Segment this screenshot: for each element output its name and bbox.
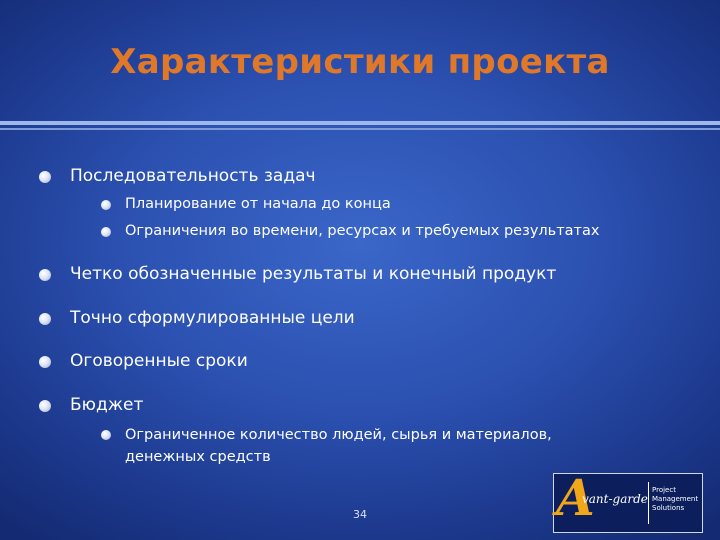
bullet-icon	[101, 430, 111, 440]
bullet-text: Бюджет	[70, 395, 144, 415]
bullet-item	[70, 395, 143, 415]
bullet-icon	[39, 313, 51, 325]
sub-bullet-text: Ограничения во времени, ресурсах и требуемых результатах	[125, 223, 600, 239]
logo-mark: A	[556, 468, 595, 527]
avant-garde-logo	[553, 468, 703, 533]
bullet-icon	[39, 356, 51, 368]
bullet-text: Точно сформулированные цели	[70, 308, 355, 328]
bullet-icon	[39, 171, 51, 183]
sub-bullet-text: Планирование от начала до конца	[125, 196, 391, 212]
page-number: 34	[353, 508, 367, 521]
logo-separator	[648, 482, 649, 524]
logo-tagline: Project Management Solutions	[652, 486, 699, 512]
sub-bullet-text: Ограниченное количество людей, сырья и материалов, денежных средств	[125, 427, 552, 465]
bullet-icon	[101, 200, 111, 210]
sub-bullet-item	[125, 223, 599, 239]
bullet-item	[70, 166, 316, 186]
bullet-item	[70, 264, 556, 284]
bullet-icon	[101, 227, 111, 237]
logo-brand: vant-garde	[582, 492, 648, 506]
bullet-icon	[39, 400, 51, 412]
bullet-item	[70, 308, 355, 328]
bullet-icon	[39, 269, 51, 281]
sub-bullet-item	[125, 424, 625, 468]
sub-bullet-item	[125, 196, 391, 212]
slide-title: Характеристики проекта	[110, 42, 610, 82]
bullet-text: Последовательность задач	[70, 166, 316, 186]
bullet-item	[70, 351, 248, 371]
bullet-text: Оговоренные сроки	[70, 351, 248, 371]
bullet-text: Четко обозначенные результаты и конечный продукт	[70, 264, 557, 284]
